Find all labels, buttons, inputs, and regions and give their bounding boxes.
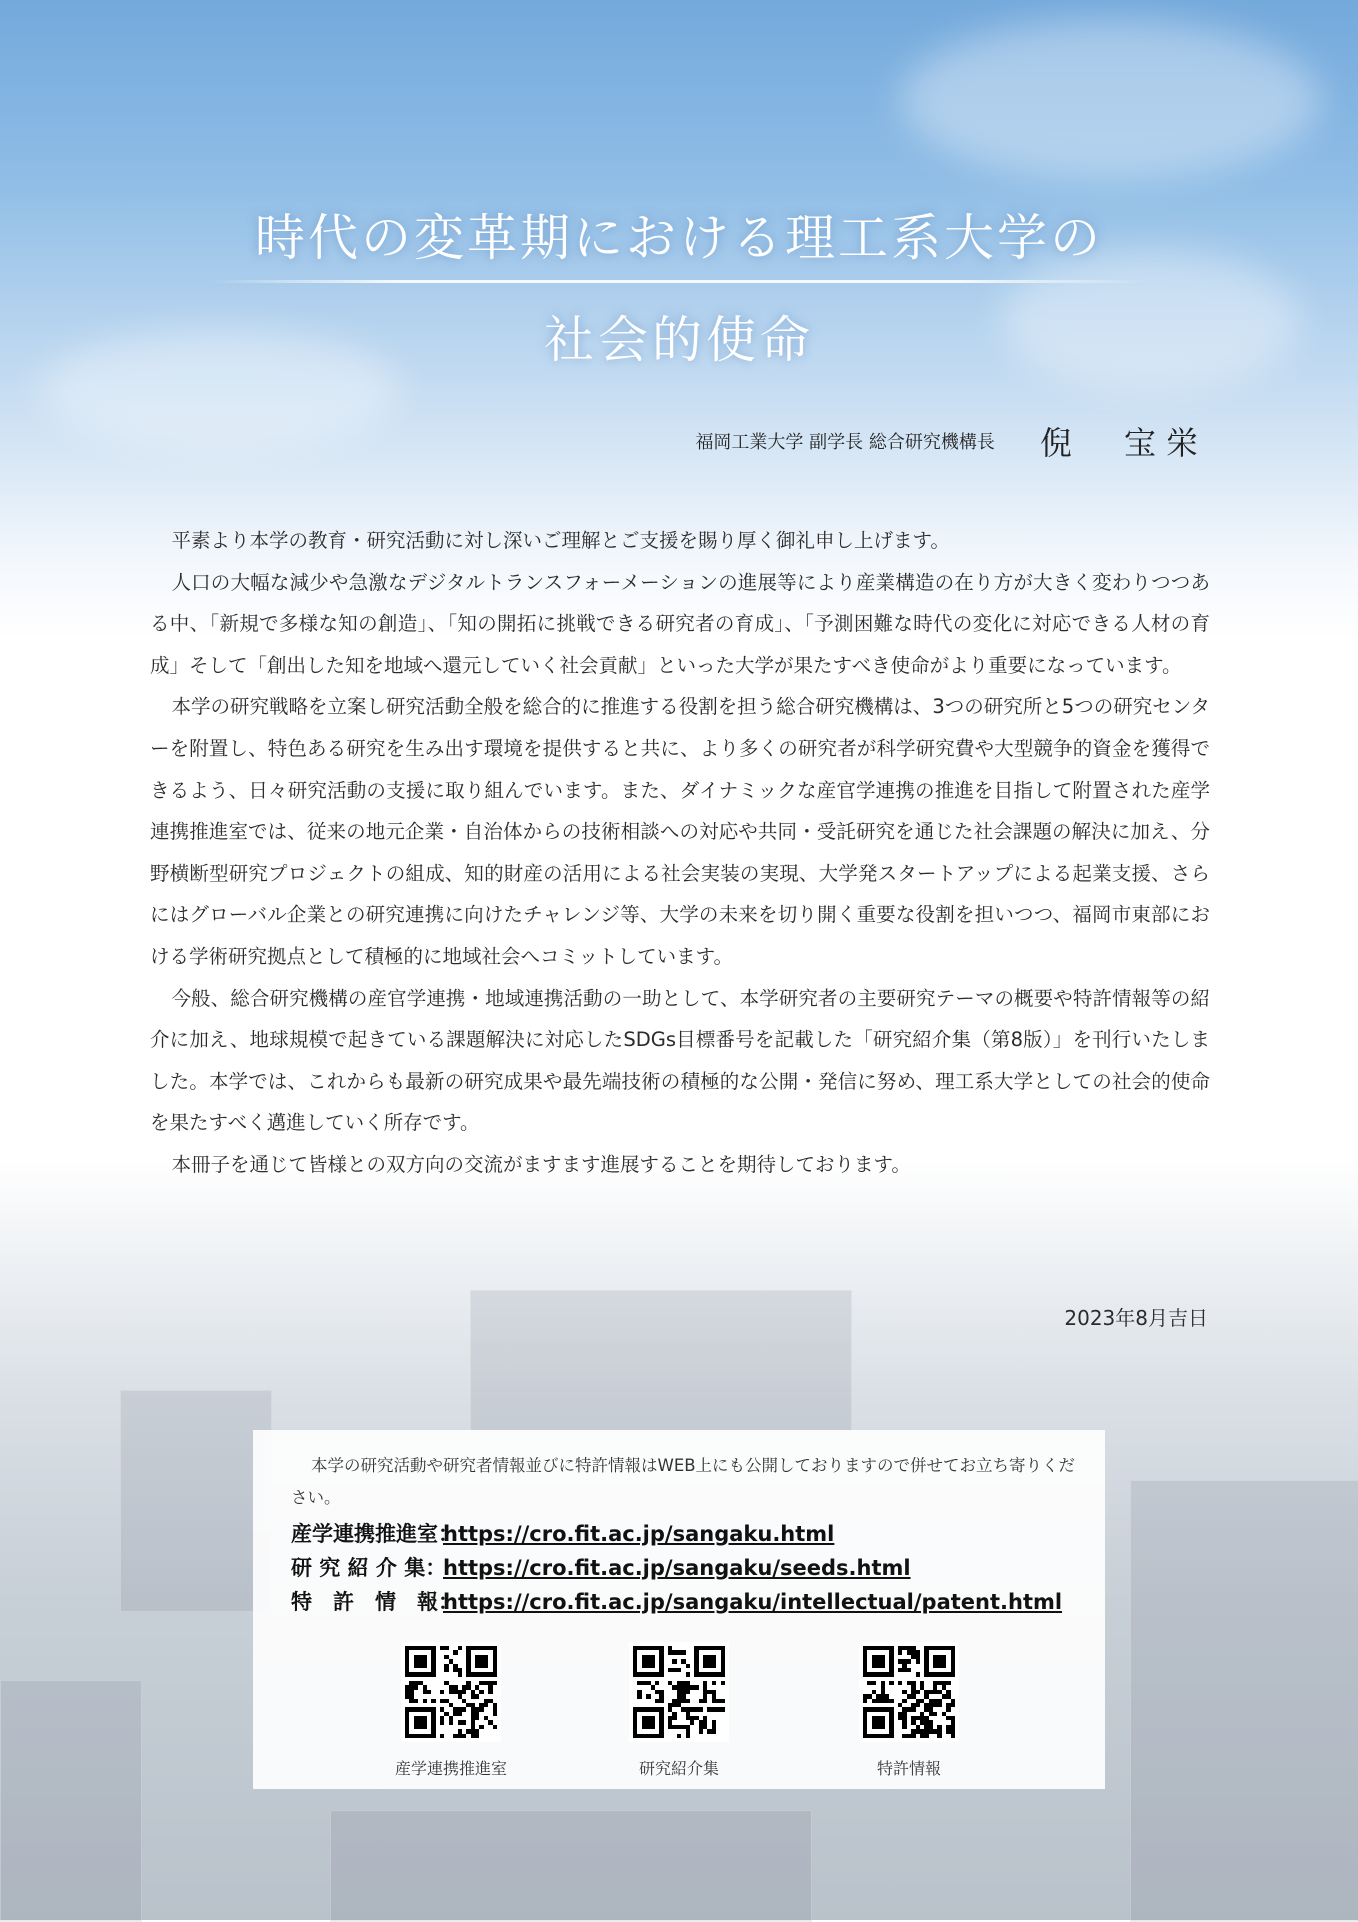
web-info-box (253, 1430, 1105, 1789)
link-list (291, 1518, 1062, 1620)
publication-date: 2023年8月吉日 (1064, 1306, 1208, 1330)
campus-building-image (330, 1810, 812, 1922)
qr-code-icon[interactable] (859, 1642, 959, 1742)
link-url-sangaku[interactable]: https://cro.fit.ac.jp/sangaku.html (443, 1522, 835, 1546)
page-title-line2: 社会的使命 (544, 311, 814, 369)
link-url-seeds[interactable]: https://cro.fit.ac.jp/sangaku/seeds.html (443, 1556, 911, 1580)
body-paragraph: 本冊子を通じて皆様との双方向の交流がますます進展することを期待しております。 (171, 1152, 911, 1176)
qr-caption: 研究紹介集 (638, 1759, 719, 1778)
link-row-seeds (291, 1552, 1062, 1586)
qr-code-icon[interactable] (629, 1642, 729, 1742)
info-intro-label: 本学の研究活動や研究者情報並びに特許情報はWEB上にも公開しておりますので併せてお立ち寄りください。 (291, 1456, 1076, 1507)
author-affiliation: 福岡工業大学 副学長 総合研究機構長 (695, 432, 995, 453)
qr-code-icon[interactable] (401, 1642, 501, 1742)
body-paragraph: 今般、総合研究機構の産官学連携・地域連携活動の一助として、本学研究者の主要研究テーマの概要や特許情報等の紹介に加え、地球規模で起きている課題解決に対応したSDGs目標番号を記載した「研究紹介集（第8版）」を刊行いたしました。本学では、これからも最新の研究成果や最先端技術の積極的な公開・発信に努め、理工系大学としての社会的使命を果たすべく邁進していく所存です。 (150, 986, 1210, 1135)
campus-building-image (0, 1680, 142, 1922)
qr-module (493, 1734, 497, 1738)
campus-building-image (1130, 1480, 1358, 1922)
info-intro-text (291, 1450, 1081, 1514)
link-label: 特 許 情 報： (291, 1590, 459, 1614)
body-paragraph: 平素より本学の教育・研究活動に対し深いご理解とご支援を賜り厚く御礼申し上げます。 (171, 529, 950, 552)
body-paragraph: 本学の研究戦略を立案し研究活動全般を総合的に推進する役割を担う総合研究機構は、3つの研究所と5つの研究センターを附置し、特色ある研究を生み出す環境を提供すると共に、より多くの研究者が科学研究費や大型競争的資金を獲得できるよう、日々研究活動の支援に取り組んでいます。また、ダイナミックな産官学連携の推進を目指して附置された産学連携推進室では、従来の地元企業・自治体からの技術相談への対応や共同・受託研究を通じた社会課題の解決に加え、分野横断型研究プロジェクトの組成、知的財産の活用による社会実装の実現、大学発スタートアップによる起業支援、さらにはグローバル企業との研究連携に向けたチャレンジ等、大学の未来を切り開く重要な役割を担いつつ、福岡市東部における学術研究拠点として積極的に地域社会へコミットしています。 (150, 695, 1210, 968)
qr-block-patent (849, 1642, 969, 1779)
author-name: 倪 宝栄 (1039, 424, 1208, 462)
body-paragraph: 人口の大幅な減少や急激なデジタルトランスフォーメーションの進展等により産業構造の在り方が大きく変わりつつある中、「新規で多様な知の創造」、「知の開拓に挑戦できる研究者の育成」、「予測困難な時代の変化に対応できる人材の育成」そして「創出した知を地域へ還元していく社会貢献」といった大学が果たすべき使命がより重要になっています。 (150, 570, 1210, 677)
campus-building-image (120, 1390, 272, 1612)
cloud-decoration (900, 20, 1320, 180)
page-title-line1: 時代の変革期における理工系大学の (255, 209, 1103, 267)
campus-building-image (470, 1290, 852, 1432)
title-divider (210, 280, 1148, 283)
qr-block-sangaku (391, 1642, 511, 1779)
qr-caption: 産学連携推進室 (394, 1759, 507, 1778)
qr-block-seeds (619, 1642, 739, 1779)
link-url-patent[interactable]: https://cro.fit.ac.jp/sangaku/intellectual/patent.html (443, 1590, 1063, 1614)
qr-module (951, 1734, 955, 1738)
message-body (150, 520, 1210, 1186)
qr-caption: 特許情報 (876, 1759, 941, 1778)
link-label: 産学連携推進室： (291, 1522, 459, 1546)
qr-module (721, 1734, 725, 1738)
link-row-sangaku (291, 1518, 1062, 1552)
author-block (695, 418, 1208, 464)
link-label: 研 究 紹 介 集： (291, 1556, 447, 1580)
link-row-patent (291, 1586, 1062, 1620)
